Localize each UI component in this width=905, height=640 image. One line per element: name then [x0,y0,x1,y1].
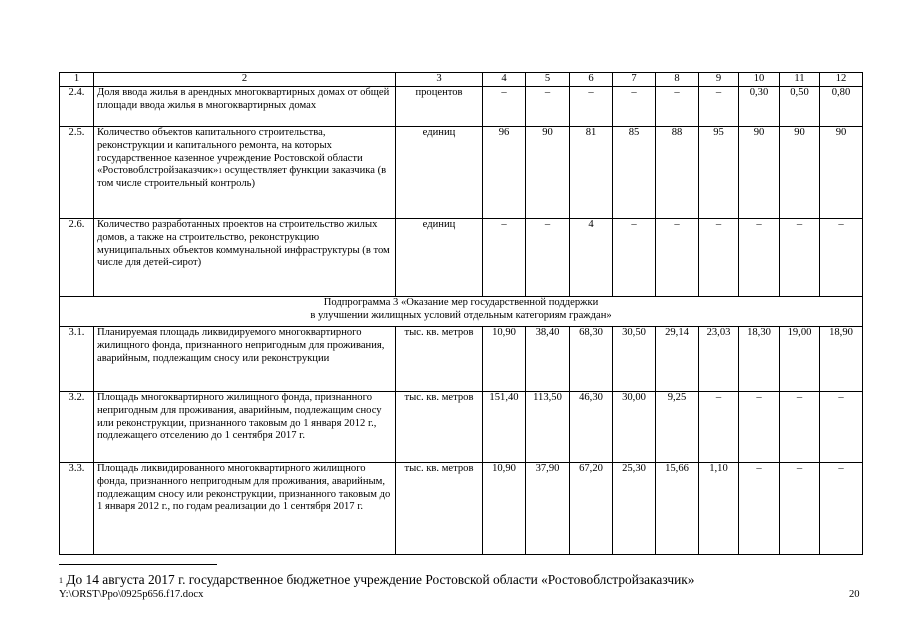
column-number: 7 [613,73,656,87]
value-cell: – [699,87,739,127]
unit: тыс. кв. метров [396,463,483,555]
value-cell: – [820,463,863,555]
value-cell: 30,50 [613,327,656,392]
table-row [60,463,863,555]
value-cell: 46,30 [570,392,613,463]
value-cell: 29,14 [656,327,699,392]
value-cell: 90 [526,127,570,219]
row-number: 3.3. [60,463,94,555]
indicator-name-part: осуществляет функции заказчика (в том числе строительный контроль) [97,165,387,190]
value-cell: – [483,87,526,127]
footnote-separator [59,564,217,565]
indicator-name: Планируемая площадь ликвидируемого многоквартирного жилищного фонда, признанного непригодным для проживания, аварийным, подлежащим сносу или реконструкции [94,327,396,392]
column-number: 3 [396,73,483,87]
column-number: 2 [94,73,396,87]
value-cell: 30,00 [613,392,656,463]
value-cell: 18,90 [820,327,863,392]
row-number: 2.4. [60,87,94,127]
value-cell: – [570,87,613,127]
value-cell: 88 [656,127,699,219]
column-number: 9 [699,73,739,87]
table-row [60,327,863,392]
value-cell: – [739,463,780,555]
value-cell: 85 [613,127,656,219]
value-cell: 96 [483,127,526,219]
subprogram-title-line: в улучшении жилищных условий отдельным категориям граждан» [310,309,612,321]
value-cell: – [526,219,570,297]
value-cell: 151,40 [483,392,526,463]
column-number: 10 [739,73,780,87]
value-cell: 0,80 [820,87,863,127]
value-cell: 67,20 [570,463,613,555]
value-cell: 10,90 [483,327,526,392]
indicator-name: Доля ввода жилья в арендных многоквартирных домах от общей площади ввода жилья в многоквартирных домах [94,87,396,127]
column-number: 4 [483,73,526,87]
unit: процентов [396,87,483,127]
value-cell: – [739,219,780,297]
indicators-table [59,72,863,555]
indicator-name [94,127,396,219]
value-cell: 38,40 [526,327,570,392]
row-number: 3.1. [60,327,94,392]
footnote-marker: 1 [59,576,63,585]
value-cell: 0,50 [780,87,820,127]
unit: тыс. кв. метров [396,327,483,392]
column-number: 8 [656,73,699,87]
subprogram-row [60,297,863,327]
page-number: 20 [849,589,860,600]
table-row [60,127,863,219]
subprogram-title [60,297,863,327]
indicator-name-part: Количество объектов капитального строительства, реконструкции и капитального ремонта, на которых государственное казенное учреждение Ростовской области «Ростовоблстройзаказчик» [97,127,363,177]
column-number: 6 [570,73,613,87]
value-cell: 0,30 [739,87,780,127]
value-cell: 25,30 [613,463,656,555]
value-cell: – [820,219,863,297]
value-cell: 4 [570,219,613,297]
file-path: Y:\ORST\Ppo\0925p656.f17.docx [59,589,204,600]
indicator-name: Количество разработанных проектов на строительство жилых домов, а также на строительство, реконструкцию муниципальных объектов коммунальной инфраструктуры (в том числе для детей-сирот) [94,219,396,297]
value-cell: 90 [780,127,820,219]
value-cell: – [483,219,526,297]
column-number: 12 [820,73,863,87]
value-cell: 90 [820,127,863,219]
unit: единиц [396,219,483,297]
column-number: 11 [780,73,820,87]
unit: тыс. кв. метров [396,392,483,463]
value-cell: – [820,392,863,463]
value-cell: 19,00 [780,327,820,392]
value-cell: 95 [699,127,739,219]
footnote-reference[interactable]: 1 [218,167,222,176]
row-number: 2.6. [60,219,94,297]
column-number-row [60,73,863,87]
column-number: 5 [526,73,570,87]
value-cell: – [780,463,820,555]
value-cell: 10,90 [483,463,526,555]
indicator-name: Площадь ликвидированного многоквартирного жилищного фонда, признанного непригодным для проживания, аварийным, подлежащим сносу или реконструкции, признанного таковым до 1 января 2012 г., по годам реализации до 1 сентября 2017 г. [94,463,396,555]
value-cell: – [656,219,699,297]
row-number: 2.5. [60,127,94,219]
subprogram-title-line: Подпрограмма 3 «Оказание мер государственной поддержки [323,297,599,308]
unit: единиц [396,127,483,219]
value-cell: – [613,87,656,127]
table-row [60,219,863,297]
value-cell: 81 [570,127,613,219]
value-cell: 1,10 [699,463,739,555]
column-number: 1 [60,73,94,87]
table-row [60,87,863,127]
footnote-text: До 14 августа 2017 г. государственное бюджетное учреждение Ростовской области «Ростовоблстройзаказчик» [63,572,695,587]
value-cell: 90 [739,127,780,219]
value-cell: 15,66 [656,463,699,555]
value-cell: 23,03 [699,327,739,392]
value-cell: 113,50 [526,392,570,463]
value-cell: – [656,87,699,127]
value-cell: 9,25 [656,392,699,463]
value-cell: – [699,392,739,463]
value-cell: 18,30 [739,327,780,392]
value-cell: – [780,392,820,463]
value-cell: 68,30 [570,327,613,392]
footnote [59,572,694,587]
value-cell: – [739,392,780,463]
row-number: 3.2. [60,392,94,463]
value-cell: – [613,219,656,297]
value-cell: – [699,219,739,297]
value-cell: 37,90 [526,463,570,555]
indicator-name: Площадь многоквартирного жилищного фонда, признанного непригодным для проживания, аварийным, подлежащим сносу или реконструкции, признанного таковым до 1 января 2012 г., подлежащего отселению до 1 сентября 2017 г. [94,392,396,463]
value-cell: – [526,87,570,127]
value-cell: – [780,219,820,297]
table-row [60,392,863,463]
